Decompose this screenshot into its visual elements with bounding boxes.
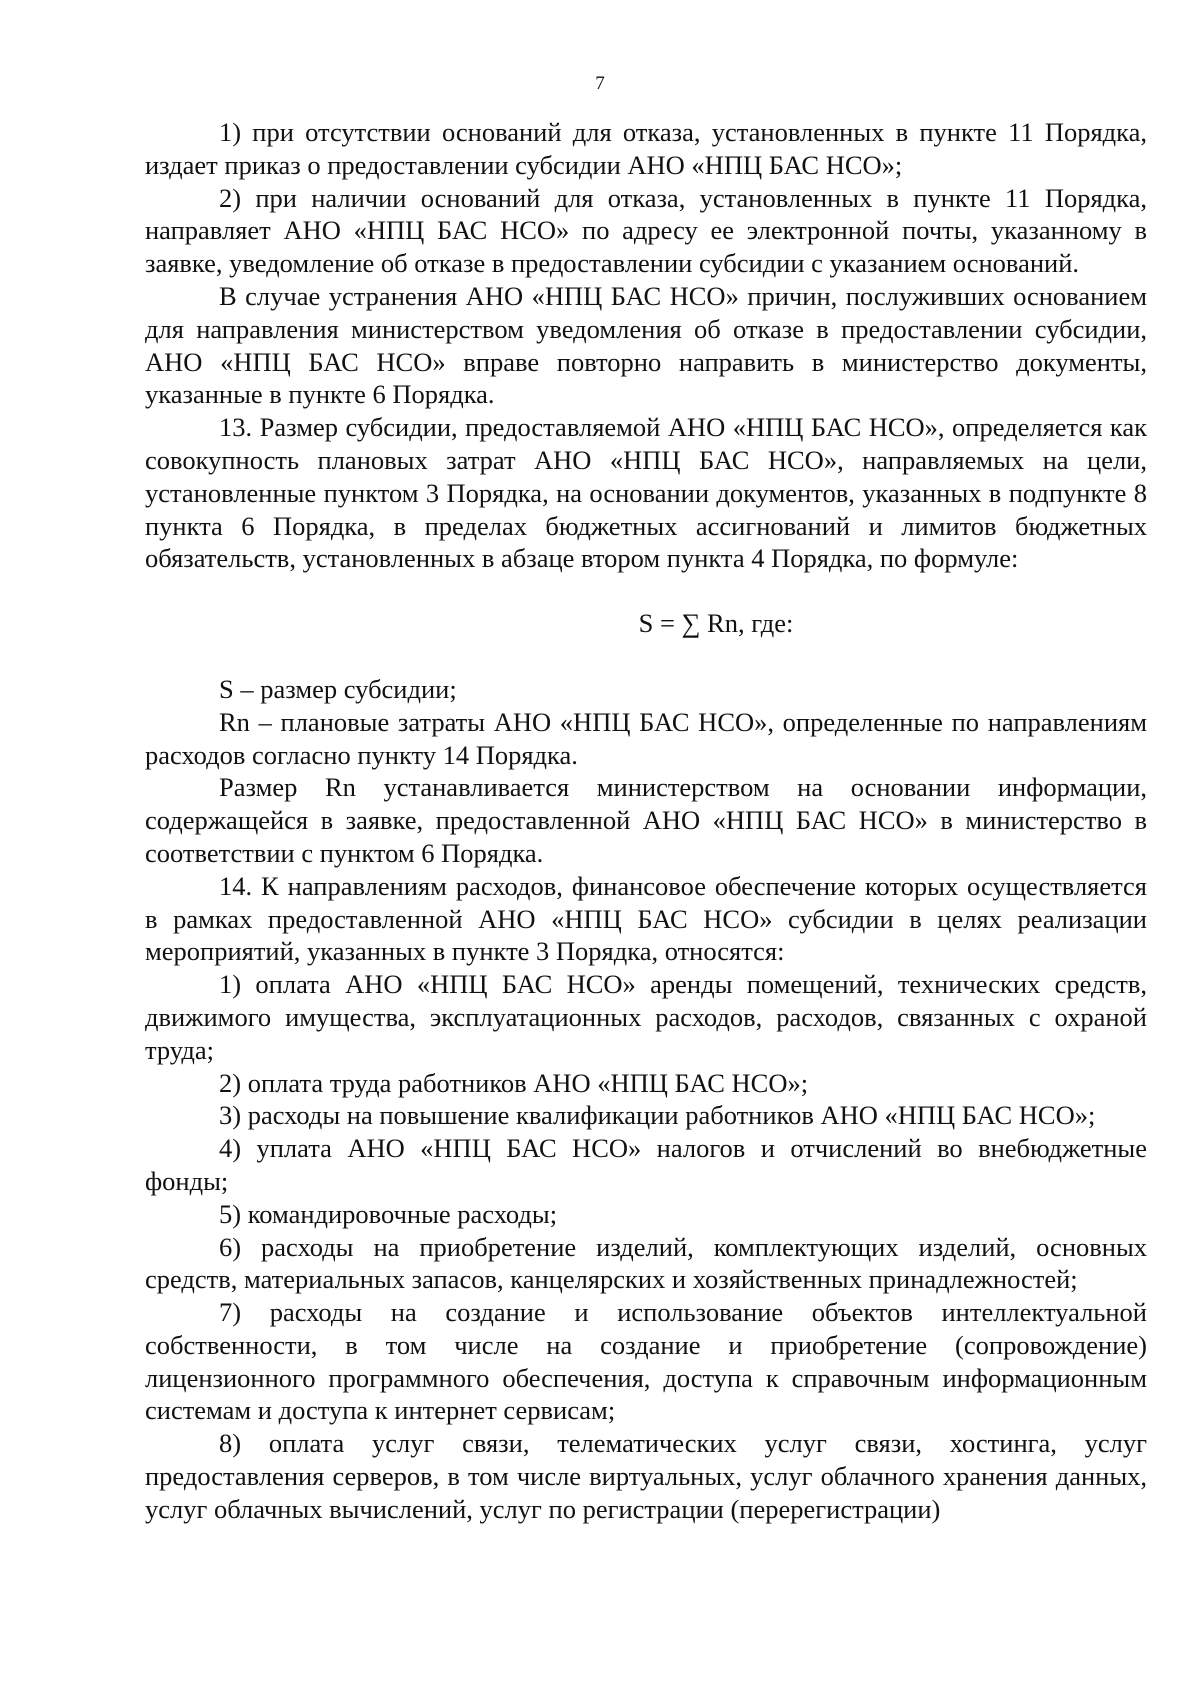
definition-rn: Rn – плановые затраты АНО «НПЦ БАС НСО», определенные по направлениям расходов согласно пункту 14 Порядка. xyxy=(145,706,1147,770)
paragraph-section-13: 13. Размер субсидии, предоставляемой АНО «НПЦ БАС НСО», определяется как совокупность плановых затрат АНО «НПЦ БАС НСО», направляемых на цели, установленные пунктом 3 Порядка, на основании документов, указанных в подпункте 8 пункта 6 Порядка, в пределах бюджетных ассигнований и лимитов бюджетных обязательств, установленных в абзаце втором пункта 4 Порядка, по формуле: xyxy=(145,412,1147,574)
expense-item-4: 4) уплата АНО «НПЦ БАС НСО» налогов и отчислений во внебюджетные фонды; xyxy=(145,1133,1147,1196)
expense-item-8: 8) оплата услуг связи, телематических услуг связи, хостинга, услуг предоставления серверов, в том числе виртуальных, услуг облачного хранения данных, услуг облачных вычислений, услуг по регистрации (перерегистрации) xyxy=(145,1428,1147,1524)
expense-item-1: 1) оплата АНО «НПЦ БАС НСО» аренды помещений, технических средств, движимого имущества, эксплуатационных расходов, расходов, связанных с охраной труда; xyxy=(145,969,1147,1065)
expense-item-3: 3) расходы на повышение квалификации работников АНО «НПЦ БАС НСО»; xyxy=(219,1100,1096,1131)
expense-item-2: 2) оплата труда работников АНО «НПЦ БАС НСО»; xyxy=(219,1067,809,1098)
paragraph-section-14: 14. К направлениям расходов, финансовое обеспечение которых осуществляется в рамках предоставленной АНО «НПЦ БАС НСО» субсидии в целях реализации мероприятий, указанных в пункте 3 Порядка, относятся: xyxy=(145,870,1147,967)
page-number: 7 xyxy=(595,73,605,94)
paragraph-item-2: 2) при наличии оснований для отказа, установленных в пункте 11 Порядка, направляет АНО «НПЦ БАС НСО» по адресу ее электронной почты, указанному в заявке, уведомление об отказе в предоставлении субсидии с указанием оснований. xyxy=(145,182,1147,279)
paragraph-rn-size: Размер Rn устанавливается министерством на основании информации, содержащейся в заявке, предоставленной АНО «НПЦ БАС НСО» в министерство в соответствии с пунктом 6 Порядка. xyxy=(145,772,1147,868)
paragraph-case-correction: В случае устранения АНО «НПЦ БАС НСО» причин, послуживших основанием для направления министерством уведомления об отказе в предоставлении субсидии, АНО «НПЦ БАС НСО» вправе повторно направить в министерство документы, указанные в пункте 6 Порядка. xyxy=(145,280,1147,410)
subsidy-formula: S = ∑ Rn, где: xyxy=(638,608,794,639)
document-body xyxy=(145,116,1147,1526)
definition-s: S – размер субсидии; xyxy=(219,673,457,704)
expense-item-7: 7) расходы на создание и использование объектов интеллектуальной собственности, в том числе на создание и приобретение (сопровождение) лицензионного программного обеспечения, доступа к справочным информационным системам и доступа к интернет сервисам; xyxy=(145,1297,1147,1426)
expense-item-6: 6) расходы на приобретение изделий, комплектующих изделий, основных средств, материальных запасов, канцелярских и хозяйственных принадлежностей; xyxy=(145,1231,1147,1295)
expense-item-5: 5) командировочные расходы; xyxy=(219,1198,558,1229)
paragraph-item-1: 1) при отсутствии оснований для отказа, установленных в пункте 11 Порядка, издает приказ о предоставлении субсидии АНО «НПЦ БАС НСО»; xyxy=(145,117,1147,180)
